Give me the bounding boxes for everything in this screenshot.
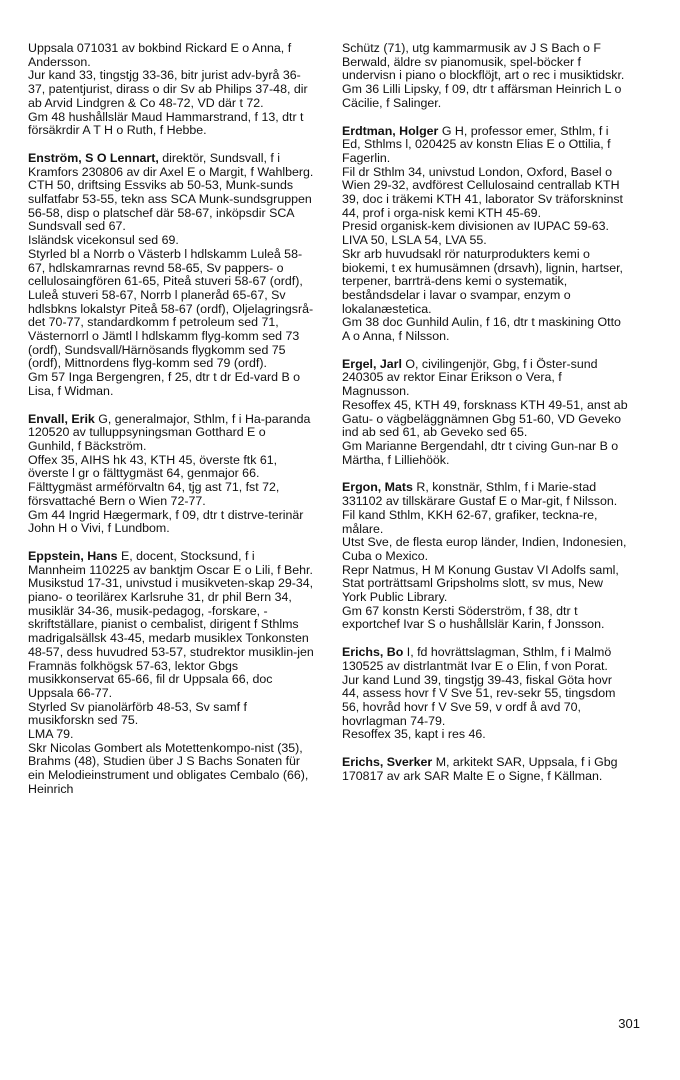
entry-paragraph: Isländsk vicekonsul sed 69.	[28, 233, 179, 248]
entry-paragraph: LIVA 50, LSLA 54, LVA 55.	[342, 233, 487, 248]
entry-paragraph	[28, 413, 314, 454]
entry-paragraph: Schütz (71), utg kammarmusik av J S Bach o F Berwald, äldre sv pianomusik, spel-böcker f undervisn i piano o blockflöjt, art o rec i musiktidskr.	[342, 41, 625, 83]
person-name: Enström, S O Lennart,	[28, 150, 159, 165]
entry-paragraph	[342, 358, 628, 399]
entry-paragraph: Presid organisk-kem divisionen av IUPAC 59-63.	[342, 219, 609, 234]
entry-paragraph: Gm 44 Ingrid Hægermark, f 09, dtr t distrve-terinär John H o Vivi, f Lundbom.	[28, 507, 304, 536]
biography-entry	[342, 358, 628, 468]
entry-intro: G H, professor emer, Sthlm, f i Ed, Sthlms l, 020425 av konstn Elias E o Ottilia, f Fagerlin.	[342, 123, 611, 165]
biography-entry	[342, 646, 628, 742]
entry-paragraph: Gm 38 doc Gunhild Aulin, f 16, dtr t maskining Otto A o Anna, f Nilsson.	[342, 315, 621, 344]
biography-entry	[28, 42, 314, 138]
person-name: Erichs, Bo	[342, 645, 404, 660]
person-name: Ergel, Jarl	[342, 356, 402, 371]
right-column	[342, 42, 628, 797]
entry-intro: G, generalmajor, Sthlm, f i Ha-paranda 120520 av tulluppsyningsman Gotthard E o Gunhild, f Bäckström.	[28, 411, 311, 453]
entry-paragraph: CTH 50, driftsing Essviks ab 50-53, Munk-sunds sulfatfabr 53-55, tekn ass SCA Munk-sundsgruppen 56-58, disp o platschef där 58-67, inköpsdir SCA Sundsvall sed 67.	[28, 178, 312, 234]
page-number: 301	[618, 1016, 640, 1031]
entry-paragraph: Gm 67 konstn Kersti Söderström, f 38, dtr t exportchef Ivar S o hushållslär Karin, f Jonsson.	[342, 603, 605, 632]
entry-paragraph	[342, 481, 628, 508]
entry-paragraph: Gm 48 hushållslär Maud Hammarstrand, f 13, dtr t försäkrdir A T H o Ruth, f Hebbe.	[28, 109, 304, 138]
entry-intro: direktör, Sundsvall, f i Kramfors 230806 av dir Axel E o Margit, f Wahlberg.	[28, 150, 314, 179]
left-column	[28, 42, 314, 811]
entry-paragraph: Utst Sve, de flesta europ länder, Indien, Indonesien, Cuba o Mexico.	[342, 535, 627, 563]
entry-paragraph: Jur kand 33, tingstjg 33-36, bitr jurist adv-byrå 36-37, patentjurist, dirass o dir Sv ab Philips 37-48, dir ab Arvid Lindgren & Co 48-72, VD där t 72.	[28, 68, 308, 110]
entry-intro: R, konstnär, Sthlm, f i Marie-stad 331102 av tillskärare Gustaf E o Mar-git, f Nilsson.	[342, 480, 618, 509]
person-name: Erdtman, Holger	[342, 123, 439, 138]
biography-entry	[28, 152, 314, 399]
entry-paragraph: Styrled bl a Norrb o Västerb l hdlskamm Luleå 58-67, hdlskamrarnas revnd 58-65, Sv pappers- o cellulosaingfören 61-65, Piteå stuveri 58-67 (ordf), Luleå stuveri 58-67, Norrb l planeråd 65-67, Sv hdlsbkns lokalstyr Piteå 58-67 (ordf), Oljelagringsrå-det 70-77, standardkomm f petroleum sed 71, Västernorrl o Jämtl l hdlskamm flyg-komm sed 73 (ordf), Sundsvall/Härnösands flygkomm sed 75 (ordf), Mittnordens flyg-komm sed 79 (ordf).	[28, 246, 314, 371]
entry-paragraph: Fil kand Sthlm, KKH 62-67, grafiker, teckna-re, målare.	[342, 507, 598, 536]
entry-paragraph: Resoffex 45, KTH 49, forsknass KTH 49-51, anst ab Gatu- o vägbeläggnämnen Gbg 51-60, VD Geveko ind ab sed 61, ab Geveko sed 65.	[342, 397, 628, 440]
person-name: Ergon, Mats	[342, 480, 413, 495]
entry-paragraph: Fil dr Sthlm 34, univstud London, Oxford, Basel o Wien 29-32, avdförest Cellulosaind centrallab KTH 39, doc i träkemi KTH 41, laborator Sv träforskninst 44, prof i orga-nisk kemi KTH 45-69.	[342, 164, 623, 220]
biography-entry	[28, 550, 314, 797]
biography-entry	[342, 125, 628, 344]
entry-paragraph: Resoffex 35, kapt i res 46.	[342, 727, 486, 742]
entry-intro: M, arkitekt SAR, Uppsala, f i Gbg 170817 av ark SAR Malte E o Signe, f Källman.	[342, 755, 618, 783]
entry-paragraph: Offex 35, AIHS hk 43, KTH 45, överste ftk 61, överste l gr o fälttygmäst 64, genmajor 66.	[28, 452, 278, 481]
biography-entry	[342, 756, 628, 783]
entry-paragraph	[342, 125, 628, 166]
entry-paragraph	[28, 152, 314, 179]
entry-paragraph: Styrled Sv pianolärförb 48-53, Sv samf f musikforskn sed 75.	[28, 699, 248, 728]
entry-paragraph	[342, 756, 628, 783]
entry-intro: E, docent, Stocksund, f i Mannheim 110225 av banktjm Oscar E o Lili, f Behr.	[28, 548, 313, 577]
entry-paragraph	[28, 550, 314, 577]
entry-intro: I, fd hovrättslagman, Sthlm, f i Malmö 130525 av distrlantmät Ivar E o Elin, f von Porat.	[342, 645, 612, 673]
entry-paragraph: Repr Natmus, H M Konung Gustav VI Adolfs saml, Stat porträttsaml Gripsholms slott, sv mus, New York Public Library.	[342, 562, 619, 605]
entry-paragraph: Skr arb huvudsakl rör naturprodukters kemi o biokemi, t ex humusämnen (drsavh), lignin, hartser, terpener, barrträ-dens kemi o systematik, beståndsdelar i lavar o svampar, enzym o lokalanæstetica.	[342, 246, 623, 316]
biography-entry	[28, 413, 314, 536]
entry-paragraph: Musikstud 17-31, univstud i musikveten-skap 29-34, piano- o teorilärex Karlsruhe 31, dr phil Bern 34, musiklär 34-36, musik-pedagog, -forskare, -skriftställare, pianist o cembalist, dirigent f Sthlms madrigalsällsk 43-45, medarb musiklex Tonkonsten 48-57, dess huvudred 53-57, studrektor musiklin-jen Framnäs folkhögsk 57-63, lektor Gbgs musikkonservat 65-66, fil dr Uppsala 66, doc Uppsala 66-77.	[28, 576, 314, 700]
person-name: Erichs, Sverker	[342, 755, 433, 770]
person-name: Envall, Erik	[28, 411, 95, 426]
entry-paragraph: Gm 57 Inga Bergengren, f 25, dtr t dr Ed-vard B o Lisa, f Widman.	[28, 370, 301, 398]
entry-paragraph: Uppsala 071031 av bokbind Rickard E o Anna, f Andersson.	[28, 41, 292, 69]
biography-entry	[342, 481, 628, 632]
entry-paragraph: Jur kand Lund 39, tingstjg 39-43, fiskal Göta hovr 44, assess hovr f V Sve 51, rev-sekr 55, tingsdom 56, hovråd hovr f V Sve 59, v ordf å avd 70, hovrlagman 74-79.	[342, 672, 616, 728]
person-name: Eppstein, Hans	[28, 548, 118, 563]
entry-paragraph	[342, 646, 628, 673]
entry-paragraph: Gm 36 Lilli Lipsky, f 09, dtr t affärsman Heinrich L o Cäcilie, f Salinger.	[342, 82, 622, 110]
entry-paragraph: Fälttygmäst arméförvaltn 64, tjg ast 71, fst 72, försvattaché Bern o Wien 72-77.	[28, 480, 280, 508]
biography-entry	[342, 42, 628, 111]
entry-intro: O, civilingenjör, Gbg, f i Öster-sund 240305 av rektor Einar Erikson o Vera, f Magnusson.	[342, 356, 598, 399]
entry-paragraph: LMA 79.	[28, 727, 74, 742]
entry-paragraph: Skr Nicolas Gombert als Motettenkompo-nist (35), Brahms (48), Studien über J S Bachs Sonaten für ein Melodieinstrument und obligates Cembalo (66), Heinrich	[28, 740, 309, 796]
entry-paragraph: Gm Marianne Bergendahl, dtr t civing Gun-nar B o Märtha, f Lilliehöök.	[342, 438, 619, 467]
